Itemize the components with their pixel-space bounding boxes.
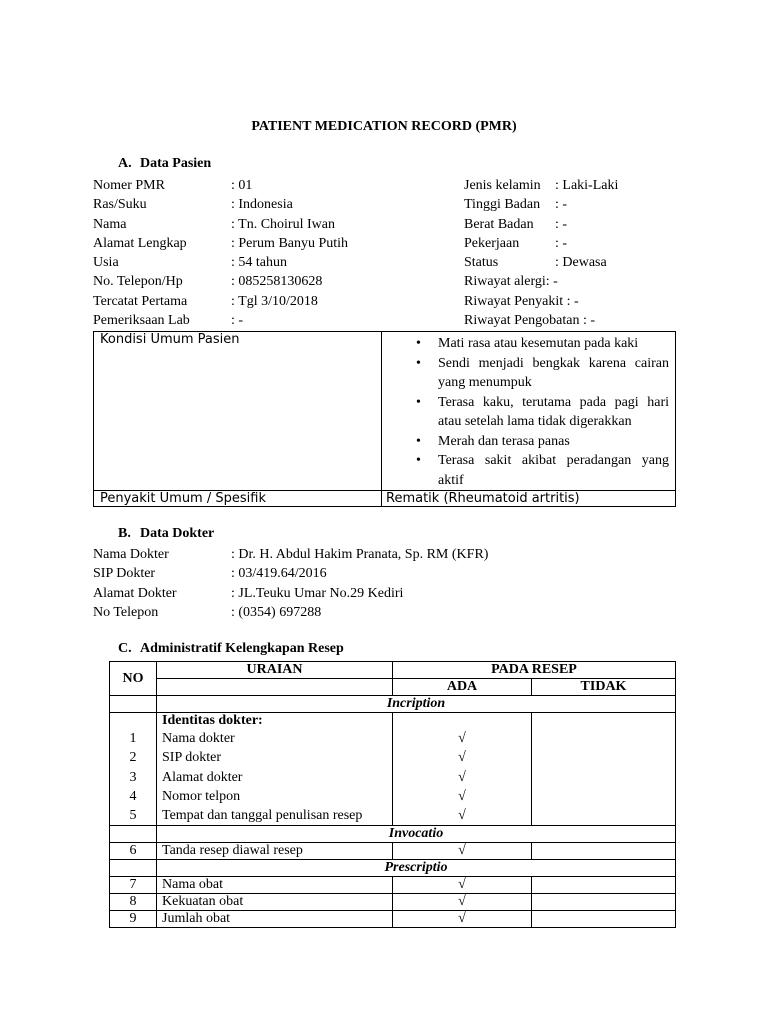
group-no-blank: [110, 696, 157, 713]
doctor-field-row: [93, 584, 488, 603]
patient-field-row: [93, 195, 348, 214]
patient-field-label: Jenis kelamin: [464, 178, 541, 193]
patient-field-label: Nama: [93, 216, 127, 232]
row-no: 9: [110, 911, 157, 928]
disease-label-cell: Penyakit Umum / Spesifik: [94, 491, 382, 507]
condition-item: • Terasa kaku, terutama pada pagi hari atau setelah lama tidak digerakkan: [438, 393, 669, 432]
header-blank: [157, 679, 393, 696]
patient-field-row: [93, 311, 348, 330]
patient-field-label: Berat Badan: [464, 216, 534, 232]
check-mark: √: [393, 894, 532, 911]
doctor-field-label: No Telepon: [93, 604, 159, 620]
doctor-field-value: : Dr. H. Abdul Hakim Pranata, Sp. RM (KFR): [231, 547, 489, 562]
row-no: 5: [129, 808, 137, 824]
patient-field-row: [464, 272, 618, 291]
condition-list: [388, 334, 669, 490]
patient-field-label: No. Telepon/Hp: [93, 274, 183, 290]
group-inscription: Incription: [157, 696, 676, 713]
check-mark: √: [393, 843, 532, 860]
document-title: PATIENT MEDICATION RECORD (PMR): [251, 119, 517, 134]
patient-field-value: : Laki-Laki: [555, 178, 619, 193]
row-item: Tempat dan tanggal penulisan resep: [157, 806, 393, 826]
patient-field-label: Riwayat Pengobatan: [464, 313, 580, 329]
patient-field-value: : -: [582, 313, 596, 329]
tidak-cell: [532, 894, 676, 911]
row-item: SIP dokter: [157, 748, 393, 767]
check-mark: √: [458, 731, 466, 746]
patient-field-label: Pekerjaan: [464, 235, 520, 251]
table-header-row: [110, 662, 676, 679]
ada-checks-inscription: [393, 713, 532, 826]
check-mark: √: [458, 769, 466, 785]
group-row: [110, 826, 676, 843]
patient-field-row: [93, 176, 348, 195]
group-no-blank: [110, 826, 157, 843]
group-row: [110, 696, 676, 713]
table-row: [110, 911, 676, 928]
tidak-cell: [532, 911, 676, 928]
section-b-letter: B.: [118, 526, 131, 541]
patient-field-value: : 01: [231, 178, 253, 193]
condition-item: • Mati rasa atau kesemutan pada kaki: [438, 334, 669, 354]
group-no-blank: [110, 860, 157, 877]
doctor-field-row: [93, 603, 488, 622]
tidak-cell-inscription: [532, 713, 676, 826]
header-pada-resep: PADA RESEP: [393, 662, 676, 679]
doctor-field-value: : (0354) 697288: [231, 604, 322, 620]
section-c-letter: C.: [118, 641, 132, 656]
patient-field-label: Pemeriksaan Lab: [93, 313, 190, 329]
prescription-checklist-table: [109, 661, 676, 928]
patient-field-label: Tinggi Badan: [464, 197, 541, 213]
group-prescriptio: Prescriptio: [157, 860, 676, 877]
row-numbers-inscription: [110, 713, 157, 826]
patient-field-row: [93, 292, 348, 311]
doctor-field-label: Alamat Dokter: [93, 585, 177, 601]
row-item: Tanda resep diawal resep: [157, 843, 393, 860]
row-no: 1: [129, 731, 137, 746]
patient-field-label: Tercatat Pertama: [93, 293, 188, 309]
disease-value-cell: Rematik (Rheumatoid artritis): [382, 491, 676, 507]
section-a-title: Data Pasien: [140, 156, 212, 171]
patient-info-right: [464, 176, 618, 330]
patient-field-label: Riwayat alergi: [464, 274, 546, 290]
identitas-label: Identitas dokter:: [157, 713, 393, 730]
condition-list-cell: [382, 332, 676, 491]
condition-item: • Merah dan terasa panas: [438, 432, 669, 452]
patient-field-label: Alamat Lengkap: [93, 235, 187, 251]
patient-info-left: [93, 176, 348, 330]
condition-item: • Sendi menjadi bengkak karena cairan yang menumpuk: [438, 354, 669, 393]
patient-field-value: : Indonesia: [231, 197, 293, 213]
patient-field-value: : -: [231, 313, 244, 329]
header-uraian: URAIAN: [157, 662, 393, 679]
patient-field-value: : Tgl 3/10/2018: [231, 293, 318, 309]
row-no: 7: [110, 877, 157, 894]
patient-field-value: : Perum Banyu Putih: [231, 235, 349, 251]
check-mark: √: [458, 788, 466, 804]
doctor-info: [93, 545, 488, 622]
patient-field-value: : -: [555, 216, 568, 232]
row-item: Nama dokter: [157, 729, 393, 748]
table-row: [110, 843, 676, 860]
row-no: 4: [129, 788, 137, 804]
doctor-field-row: [93, 564, 488, 583]
doctor-field-value: : 03/419.64/2016: [231, 566, 327, 582]
patient-field-row: [464, 292, 618, 311]
header-tidak: TIDAK: [532, 679, 676, 696]
table-subheader-row: [110, 679, 676, 696]
patient-field-value: : Tn. Choirul Iwan: [231, 216, 335, 232]
patient-field-row: [93, 272, 348, 291]
section-c-title: Administratif Kelengkapan Resep: [140, 641, 344, 656]
row-no: 6: [110, 843, 157, 860]
patient-field-row: [464, 215, 618, 234]
patient-field-label: Ras/Suku: [93, 197, 147, 213]
row-item: Alamat dokter: [157, 768, 393, 787]
patient-field-value: : -: [555, 235, 568, 251]
patient-field-value: : -: [566, 293, 579, 309]
row-no: 3: [129, 769, 137, 785]
doctor-field-row: [93, 545, 488, 564]
section-b-title: Data Dokter: [140, 526, 215, 541]
patient-field-row: [464, 253, 618, 272]
patient-field-row: [464, 195, 618, 214]
patient-field-value: : 085258130628: [231, 274, 323, 290]
condition-label-cell: Kondisi Umum Pasien: [94, 332, 382, 491]
patient-field-value: : -: [555, 197, 568, 213]
check-mark: √: [393, 877, 532, 894]
patient-field-value: : 54 tahun: [231, 255, 287, 271]
section-a-letter: A.: [118, 156, 132, 171]
patient-field-label: Nomer PMR: [93, 178, 165, 193]
condition-row: [94, 332, 676, 491]
section-c-heading: [118, 641, 344, 657]
table-row: [110, 713, 676, 730]
patient-field-row: [93, 215, 348, 234]
check-mark: √: [458, 750, 466, 766]
tidak-cell: [532, 843, 676, 860]
patient-field-row: [464, 311, 618, 330]
group-row: [110, 860, 676, 877]
header-no: NO: [110, 662, 157, 696]
doctor-field-label: SIP Dokter: [93, 566, 156, 582]
tidak-cell: [532, 877, 676, 894]
patient-field-label: Status: [464, 255, 499, 271]
header-ada: ADA: [393, 679, 532, 696]
doctor-field-value: : JL.Teuku Umar No.29 Kediri: [231, 585, 404, 601]
check-mark: √: [458, 808, 466, 824]
condition-item: • Terasa sakit akibat peradangan yang aktif: [438, 451, 669, 490]
row-no: 8: [110, 894, 157, 911]
row-no: 2: [129, 750, 137, 766]
patient-field-label: Usia: [93, 255, 119, 271]
check-mark: √: [393, 911, 532, 928]
patient-field-value: : -: [545, 274, 558, 290]
doctor-field-label: Nama Dokter: [93, 547, 169, 562]
patient-field-row: [464, 234, 618, 253]
row-item: Kekuatan obat: [157, 894, 393, 911]
patient-field-row: [464, 176, 618, 195]
table-row: [110, 894, 676, 911]
row-item: Jumlah obat: [157, 911, 393, 928]
section-a-heading: [118, 156, 211, 172]
section-b-heading: [118, 526, 214, 542]
group-invocatio: Invocatio: [157, 826, 676, 843]
patient-condition-table: [93, 331, 676, 507]
row-item: Nama obat: [157, 877, 393, 894]
row-item: Nomor telpon: [157, 787, 393, 806]
patient-field-row: [93, 253, 348, 272]
patient-field-label: Riwayat Penyakit: [464, 293, 564, 309]
disease-row: [94, 491, 676, 507]
patient-field-value: : Dewasa: [555, 255, 607, 271]
table-row: [110, 877, 676, 894]
patient-field-row: [93, 234, 348, 253]
